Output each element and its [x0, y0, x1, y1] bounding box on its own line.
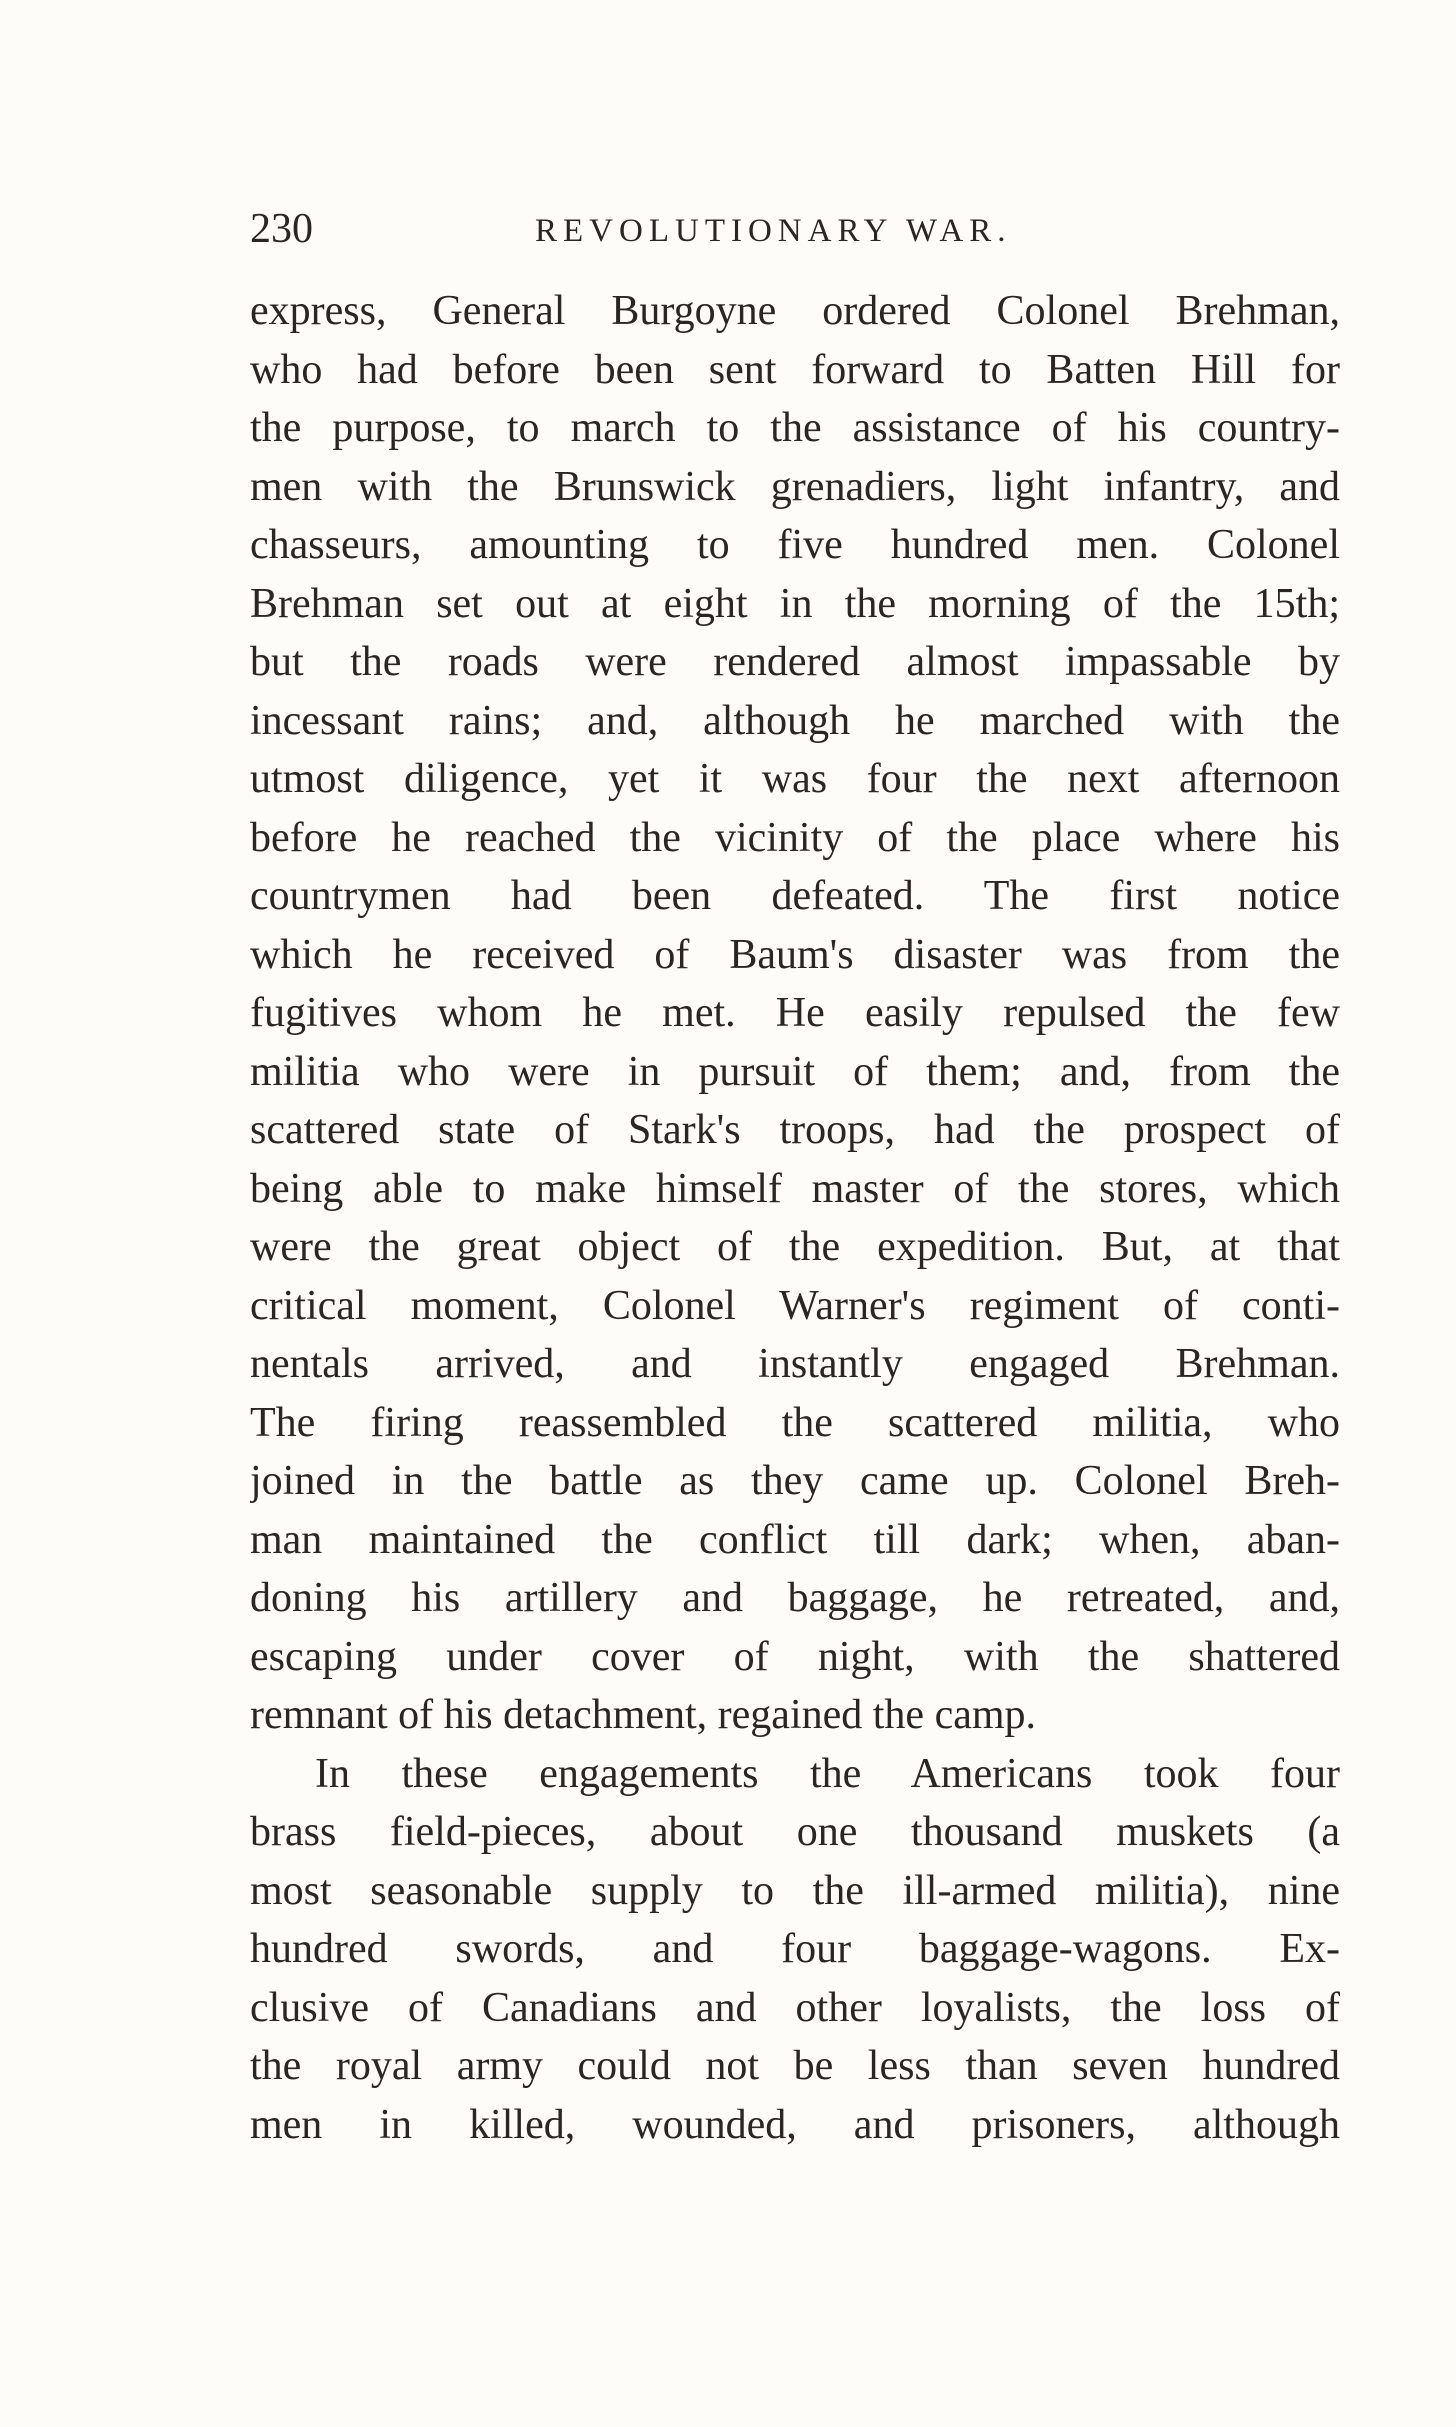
running-title: REVOLUTIONARY WAR. [535, 213, 1012, 249]
text-line: incessant rains; and, although he marched with the [250, 697, 1340, 744]
text-line: men in killed, wounded, and prisoners, although [250, 2101, 1340, 2148]
text-line: the purpose, to march to the assistance of his country- [250, 405, 1340, 451]
text-line: hundred swords, and four baggage-wagons. Ex- [250, 1926, 1340, 1972]
paragraph [250, 282, 1340, 1745]
text-line: but the roads were rendered almost impassable by [250, 639, 1340, 685]
text-line: being able to make himself master of the stores, which [250, 1165, 1340, 1212]
paragraph [250, 1745, 1340, 2155]
text-line: The firing reassembled the scattered militia, who [250, 1399, 1340, 1446]
text-line: which he received of Baum's disaster was from the [250, 931, 1340, 978]
text-line: scattered state of Stark's troops, had the prospect of [250, 1107, 1340, 1153]
text-line: fugitives whom he met. He easily repulsed the few [250, 990, 1340, 1036]
text-line: remnant of his detachment, regained the camp. [250, 1692, 1037, 1738]
text-line: were the great object of the expedition. But, at that [250, 1224, 1340, 1270]
text-line: countrymen had been defeated. The first notice [250, 873, 1340, 919]
text-line: nentals arrived, and instantly engaged Brehman. [250, 1341, 1340, 1387]
text-line: express, General Burgoyne ordered Colonel Brehman, [250, 288, 1340, 334]
text-line: brass field-pieces, about one thousand muskets (a [250, 1809, 1340, 1855]
text-line: joined in the battle as they came up. Colonel Breh- [250, 1458, 1340, 1504]
text-line: the royal army could not be less than seven hundred [250, 2043, 1340, 2089]
text-line: most seasonable supply to the ill-armed militia), nine [250, 1867, 1340, 1914]
body-text [250, 282, 1340, 2154]
running-head [250, 205, 1340, 265]
text-line: who had before been sent forward to Batten Hill for [250, 346, 1340, 393]
text-line: before he reached the vicinity of the place where his [250, 814, 1340, 861]
text-line: man maintained the conflict till dark; when, aban- [250, 1516, 1340, 1563]
text-line: In these engagements the Americans took four [315, 1750, 1340, 1797]
text-line: doning his artillery and baggage, he retreated, and, [250, 1575, 1340, 1621]
page-number: 230 [250, 206, 313, 252]
text-line: men with the Brunswick grenadiers, light infantry, and [250, 463, 1340, 510]
text-line: utmost diligence, yet it was four the next afternoon [250, 756, 1340, 802]
text-line: clusive of Canadians and other loyalists, the loss of [250, 1984, 1340, 2031]
text-line: critical moment, Colonel Warner's regiment of conti- [250, 1282, 1340, 1329]
text-line: chasseurs, amounting to five hundred men. Colonel [250, 522, 1340, 568]
text-line: militia who were in pursuit of them; and, from the [250, 1048, 1340, 1095]
text-line: Brehman set out at eight in the morning of the 15th; [250, 580, 1340, 627]
text-line: escaping under cover of night, with the shattered [250, 1633, 1340, 1680]
